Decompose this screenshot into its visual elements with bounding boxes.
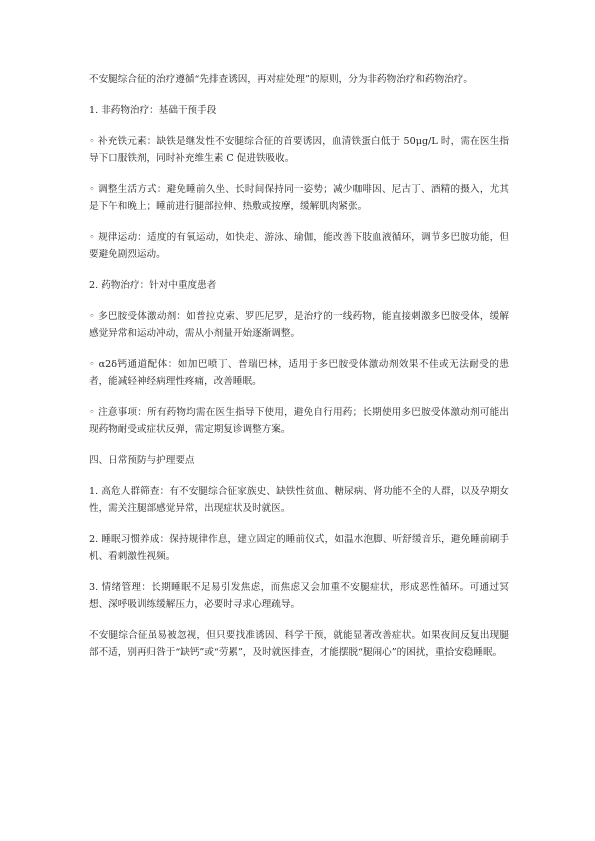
list-item-precautions: ◦ 注意事项：所有药物均需在医生指导下使用，避免自行用药；长期使用多巴胺受体激动剂可能出现药物耐受或症状反弹，需定期复诊调整方案。 <box>89 407 509 435</box>
list-item-dopamine-agonist: ◦ 多巴胺受体激动剂：如普拉克索、罗匹尼罗，是治疗的一线药物，能直接刺激多巴胺受体，缓解感觉异常和运动冲动，需从小剂量开始逐渐调整。 <box>89 311 509 339</box>
list-item-emotion: 3. 情绪管理：长期睡眠不足易引发焦虑，而焦虑又会加重不安腿症状，形成恶性循环。可通过冥想、深呼吸训练缓解压力，必要时寻求心理疏导。 <box>89 582 509 610</box>
list-item-iron: ◦ 补充铁元素：缺铁是继发性不安腿综合征的首要诱因，血清铁蛋白低于 50μg/L 时，需在医生指导下口服铁剂，同时补充维生素 C 促进铁吸收。 <box>89 136 509 164</box>
section-heading-prevention: 四、日常预防与护理要点 <box>89 455 195 466</box>
list-item-sleep-habits: 2. 睡眠习惯养成：保持规律作息，建立固定的睡前仪式，如温水泡脚、听舒缓音乐，避免睡前刷手机、看刺激性视频。 <box>89 534 509 562</box>
list-item-lifestyle: ◦ 调整生活方式：避免睡前久坐、长时间保持同一姿势；减少咖啡因、尼古丁、酒精的摄入，尤其是下午和晚上；睡前进行腿部拉伸、热敷或按摩，缓解肌肉紧张。 <box>89 184 509 212</box>
list-item-exercise: ◦ 规律运动：适度的有氧运动，如快走、游泳、瑜伽，能改善下肢血液循环，调节多巴胺功能，但要避免剧烈运动。 <box>89 232 509 260</box>
intro-paragraph: 不安腿综合征的治疗遵循“先排查诱因，再对症处理”的原则，分为非药物治疗和药物治疗。 <box>89 74 473 85</box>
list-item-calcium-channel: ◦ α2δ钙通道配体：如加巴喷丁、普瑞巴林，适用于多巴胺受体激动剂效果不佳或无法耐受的患者，能减轻神经病理性疼痛，改善睡眠。 <box>89 359 509 387</box>
section-heading-drug: 2. 药物治疗：针对中重度患者 <box>89 280 217 291</box>
document-body <box>89 71 509 675</box>
list-item-screening: 1. 高危人群筛查：有不安腿综合征家族史、缺铁性贫血、糖尿病、肾功能不全的人群，以及孕期女性，需关注腿部感觉异常，出现症状及时就医。 <box>89 486 509 514</box>
conclusion-paragraph: 不安腿综合征虽易被忽视，但只要找准诱因、科学干预，就能显著改善症状。如果夜间反复出现腿部不适，别再归咎于“缺钙”或“劳累”，及时就医排查，才能摆脱“腿闹心”的困扰，重拾安稳睡眠。 <box>89 630 509 658</box>
section-heading-non-drug: 1. 非药物治疗：基础干预手段 <box>89 105 217 116</box>
